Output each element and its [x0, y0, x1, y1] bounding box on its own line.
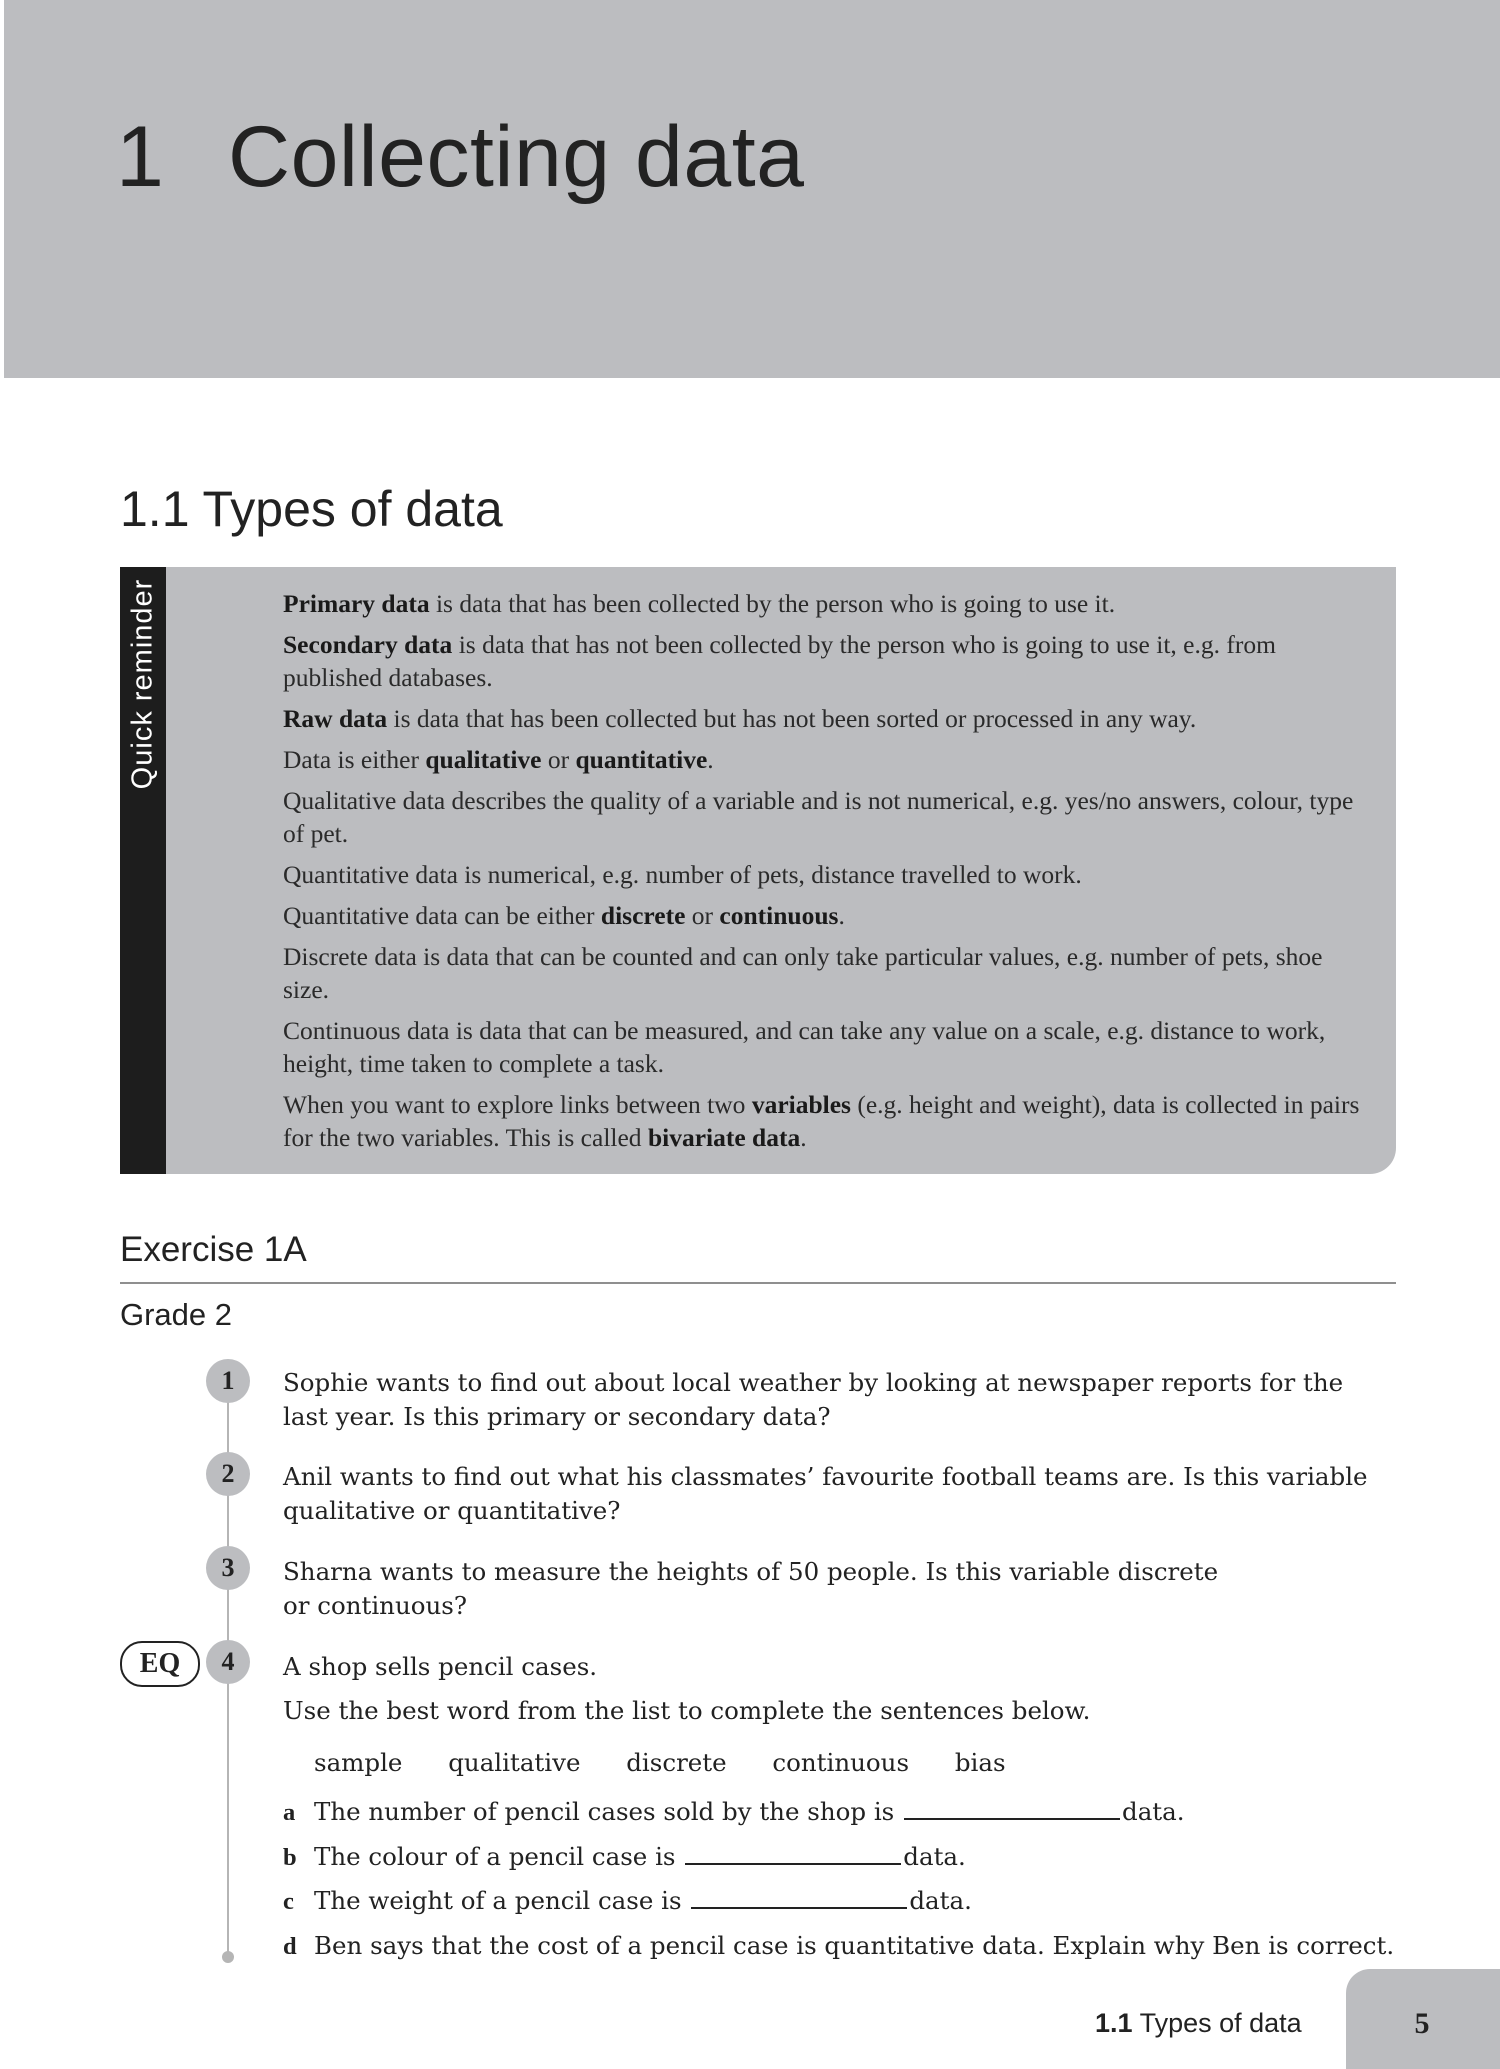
part-a-suffix: data. — [1122, 1797, 1185, 1826]
part-d-label: d — [283, 1933, 297, 1960]
question-4-text — [283, 1650, 1383, 1728]
question-1-text — [283, 1366, 1383, 1434]
reminder-line-2 — [283, 628, 1373, 694]
word-continuous: continuous — [772, 1748, 910, 1777]
reminder-key-term: continuous — [719, 901, 839, 930]
reminder-line-7 — [283, 899, 1373, 932]
reminder-text: Data is either — [283, 745, 426, 774]
reminder-key-term: Primary data — [283, 589, 430, 618]
part-c-text: The weight of a pencil case is — [314, 1886, 690, 1915]
reminder-text: Qualitative data describes the quality of a variable and is not numerical, e.g. yes/no answers, colour, type of pet. — [283, 786, 1354, 848]
footer-section — [1095, 2008, 1302, 2039]
reminder-text: Quantitative data can be either — [283, 901, 601, 930]
reminder-line-1 — [283, 587, 1373, 620]
question-1-line-1: Sophie wants to find out about local weather by looking at newspaper reports for the — [283, 1368, 1344, 1397]
question-4-line-2: Use the best word from the list to complete the sentences below. — [283, 1696, 1091, 1725]
reminder-line-9 — [283, 1014, 1373, 1080]
question-number-2: 2 — [206, 1452, 250, 1496]
word-qualitative: qualitative — [448, 1748, 581, 1777]
word-discrete: discrete — [626, 1748, 727, 1777]
part-b-text: The colour of a pencil case is — [314, 1842, 684, 1871]
question-2-line-1: Anil wants to find out what his classmates’ favourite football teams are. Is this variable — [283, 1462, 1368, 1491]
part-d — [283, 1929, 1394, 1964]
quick-reminder-tab — [120, 567, 166, 1174]
part-c-label: c — [283, 1888, 294, 1915]
word-bias: bias — [954, 1748, 1006, 1777]
quick-reminder-body — [283, 587, 1373, 1162]
reminder-text: is data that has not been collected by the person who is going to use it, e.g. from published databases. — [283, 630, 1276, 692]
question-number-1: 1 — [206, 1359, 250, 1403]
page-number: 5 — [1414, 2007, 1430, 2040]
chapter-title — [116, 108, 804, 207]
word-sample: sample — [314, 1748, 403, 1777]
reminder-text: or — [685, 901, 720, 930]
part-a-label: a — [283, 1799, 296, 1826]
footer-section-number: 1.1 — [1095, 2008, 1133, 2038]
reminder-line-4 — [283, 743, 1373, 776]
question-3-text — [283, 1555, 1383, 1623]
answer-blank-a[interactable] — [904, 1798, 1120, 1820]
quick-reminder-box — [120, 567, 1396, 1174]
part-a — [283, 1795, 1185, 1830]
part-a-text: The number of pencil cases sold by the shop is — [314, 1797, 903, 1826]
reminder-text: or — [541, 745, 576, 774]
timeline-end-dot — [222, 1951, 234, 1963]
part-c-suffix: data. — [909, 1886, 972, 1915]
reminder-key-term: bivariate data — [647, 1123, 801, 1152]
chapter-number: 1 — [116, 109, 165, 205]
reminder-key-term: qualitative — [425, 745, 542, 774]
reminder-key-term: discrete — [600, 901, 686, 930]
reminder-text: . — [800, 1123, 807, 1152]
question-3-line-2: or continuous? — [283, 1591, 467, 1620]
exam-question-badge: EQ — [120, 1641, 200, 1687]
reminder-text: is data that has been collected but has not been sorted or processed in any way. — [387, 704, 1197, 733]
reminder-line-3 — [283, 702, 1373, 735]
reminder-line-5 — [283, 784, 1373, 850]
part-d-text: Ben says that the cost of a pencil case is quantitative data. Explain why Ben is correct. — [314, 1931, 1395, 1960]
reminder-line-6 — [283, 858, 1373, 891]
exercise-title: Exercise 1A — [120, 1230, 307, 1269]
grade-label: Grade 2 — [120, 1297, 233, 1332]
reminder-text: Discrete data is data that can be counted and can only take particular values, e.g. number of pets, shoe size. — [283, 942, 1323, 1004]
part-b-label: b — [283, 1844, 297, 1871]
reminder-text: . — [707, 745, 714, 774]
reminder-text: When you want to explore links between two — [283, 1090, 752, 1119]
reminder-line-8 — [283, 940, 1373, 1006]
part-c — [283, 1884, 972, 1919]
part-b-suffix: data. — [903, 1842, 966, 1871]
question-1-line-2: last year. Is this primary or secondary data? — [283, 1402, 831, 1431]
section-title: 1.1 Types of data — [120, 481, 503, 537]
reminder-text: Quantitative data is numerical, e.g. number of pets, distance travelled to work. — [283, 860, 1082, 889]
reminder-key-term: Secondary data — [283, 630, 453, 659]
question-number-4: 4 — [206, 1640, 250, 1684]
reminder-text: Continuous data is data that can be measured, and can take any value on a scale, e.g. distance to work, height, time taken to complete a task. — [283, 1016, 1326, 1078]
exercise-divider — [120, 1282, 1396, 1284]
word-list — [314, 1748, 1044, 1777]
part-b — [283, 1840, 966, 1875]
answer-blank-b[interactable] — [685, 1843, 901, 1865]
answer-blank-c[interactable] — [691, 1887, 907, 1909]
reminder-key-term: variables — [751, 1090, 851, 1119]
reminder-line-10 — [283, 1088, 1373, 1154]
reminder-key-term: quantitative — [575, 745, 708, 774]
question-number-3: 3 — [206, 1546, 250, 1590]
reminder-text: . — [838, 901, 845, 930]
footer-section-title: Types of data — [1139, 2008, 1302, 2038]
question-2-line-2: qualitative or quantitative? — [283, 1496, 621, 1525]
reminder-key-term: Raw data — [283, 704, 388, 733]
quick-reminder-label: Quick reminder — [126, 578, 159, 790]
question-2-text — [283, 1460, 1383, 1528]
question-3-line-1: Sharna wants to measure the heights of 50 people. Is this variable discrete — [283, 1557, 1219, 1586]
question-4-line-1: A shop sells pencil cases. — [283, 1652, 598, 1681]
chapter-title-text: Collecting data — [228, 109, 805, 205]
reminder-text: is data that has been collected by the person who is going to use it. — [429, 589, 1116, 618]
reminder-text: (e.g. height and weight), data is collected in pairs for the two variables. This is called — [283, 1090, 1360, 1152]
